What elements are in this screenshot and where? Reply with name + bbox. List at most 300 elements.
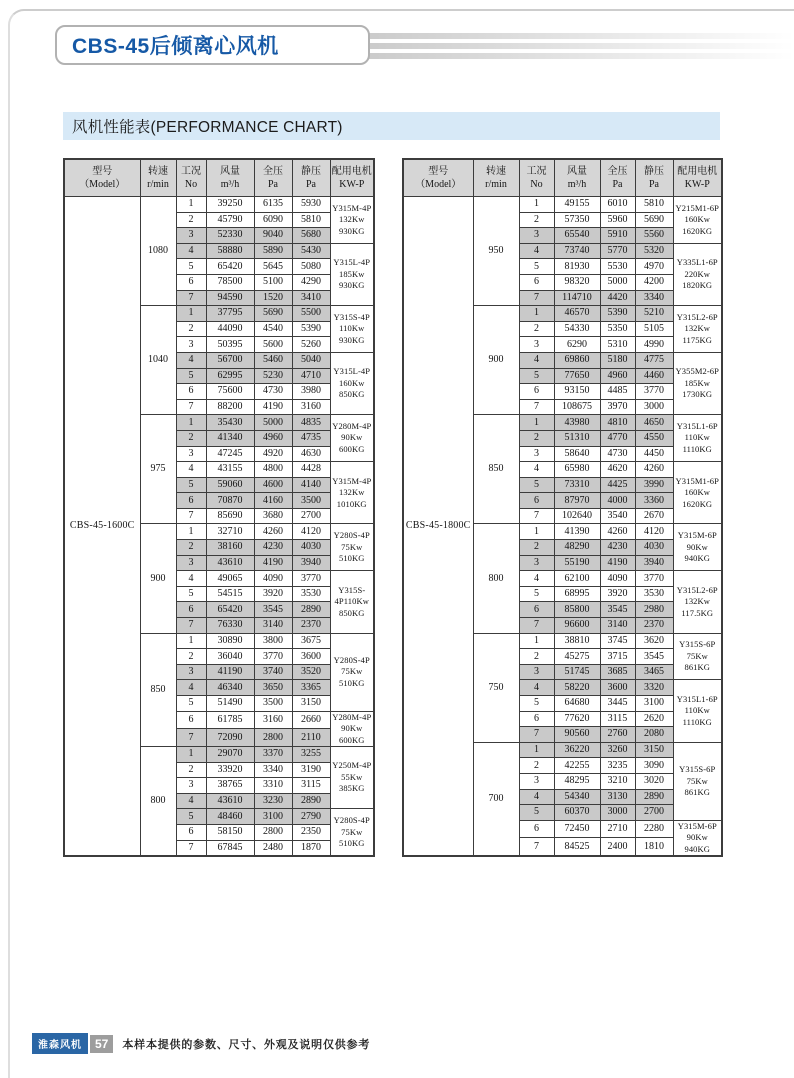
static-pressure-cell: 3365 [292, 680, 330, 696]
condition-no-cell: 1 [176, 633, 206, 649]
condition-no-cell: 3 [519, 228, 554, 244]
static-pressure-cell: 2890 [292, 793, 330, 809]
condition-no-cell: 1 [519, 633, 554, 649]
speed-cell: 950 [473, 197, 519, 306]
section-title: 风机性能表(PERFORMANCE CHART) [72, 119, 343, 136]
full-pressure-cell: 1520 [254, 290, 292, 306]
static-pressure-cell: 4030 [292, 540, 330, 556]
flow-cell: 90560 [554, 727, 600, 743]
full-pressure-cell: 4730 [600, 446, 635, 462]
motor-cell: Y215M1-6P 160Kw 1620KG [673, 197, 722, 244]
full-pressure-cell: 3130 [600, 789, 635, 805]
static-pressure-cell: 5430 [292, 243, 330, 259]
condition-no-cell: 5 [176, 368, 206, 384]
motor-cell: Y315L2-6P 132Kw 1175KG [673, 306, 722, 353]
flow-cell: 41390 [554, 524, 600, 540]
static-pressure-cell: 5040 [292, 352, 330, 368]
static-pressure-cell: 3530 [635, 586, 673, 602]
full-pressure-cell: 2800 [254, 824, 292, 840]
static-pressure-cell: 4260 [635, 462, 673, 478]
condition-no-cell: 2 [519, 430, 554, 446]
condition-no-cell: 4 [519, 462, 554, 478]
full-pressure-cell: 9040 [254, 228, 292, 244]
speed-cell: 900 [140, 524, 176, 633]
static-pressure-cell: 5105 [635, 321, 673, 337]
motor-cell: Y315L1-6P 110Kw 1110KG [673, 415, 722, 462]
static-pressure-cell: 3320 [635, 680, 673, 696]
full-pressure-cell: 3160 [254, 711, 292, 729]
static-pressure-cell: 2110 [292, 729, 330, 747]
condition-no-cell: 2 [176, 321, 206, 337]
condition-no-cell: 1 [176, 306, 206, 322]
performance-table [63, 158, 375, 857]
static-pressure-cell: 2890 [292, 602, 330, 618]
flow-cell: 54330 [554, 321, 600, 337]
full-pressure-cell: 5910 [600, 228, 635, 244]
static-pressure-cell: 4775 [635, 352, 673, 368]
condition-no-cell: 1 [176, 415, 206, 431]
motor-cell: Y315L1-6P 110Kw 1110KG [673, 680, 722, 742]
flow-cell: 58640 [554, 446, 600, 462]
condition-no-cell: 3 [176, 664, 206, 680]
flow-cell: 32710 [206, 524, 254, 540]
motor-cell: Y355M2-6P 185Kw 1730KG [673, 352, 722, 414]
condition-no-cell: 1 [519, 197, 554, 213]
static-pressure-cell: 3340 [635, 290, 673, 306]
model-header: 型号 （Model） [403, 159, 473, 197]
static-pressure-cell: 3770 [292, 571, 330, 587]
condition-no-cell: 6 [519, 820, 554, 838]
flow-cell: 41340 [206, 430, 254, 446]
flow-cell: 35430 [206, 415, 254, 431]
condition-no-cell: 2 [176, 430, 206, 446]
condition-no-cell: 6 [176, 602, 206, 618]
flow-cell: 41190 [206, 664, 254, 680]
full-pressure-cell: 4090 [254, 571, 292, 587]
full-pressure-cell: 3340 [254, 762, 292, 778]
flow-cell: 45790 [206, 212, 254, 228]
full-pressure-cell: 4960 [254, 430, 292, 446]
full-pressure-cell: 5000 [600, 274, 635, 290]
full-pressure-cell: 4730 [254, 384, 292, 400]
flow-cell: 33920 [206, 762, 254, 778]
condition-no-cell: 5 [176, 696, 206, 712]
static-pressure-cell: 4200 [635, 274, 673, 290]
full-pressure-cell: 4960 [600, 368, 635, 384]
flow-cell: 85800 [554, 602, 600, 618]
full-pressure-cell: 3920 [600, 586, 635, 602]
condition-no-cell: 7 [519, 838, 554, 856]
page-footer [32, 1033, 370, 1054]
condition-no-cell: 3 [176, 778, 206, 794]
motor-cell: Y280S-4P 75Kw 510KG [330, 809, 374, 856]
flow-cell: 56700 [206, 352, 254, 368]
full-pressure-cell: 5350 [600, 321, 635, 337]
section-header-bar [63, 112, 720, 140]
flow-cell: 50395 [206, 337, 254, 353]
condition-no-cell: 3 [519, 773, 554, 789]
condition-no-cell: 3 [519, 555, 554, 571]
flow-cell: 52330 [206, 228, 254, 244]
full-pressure-cell: 3740 [254, 664, 292, 680]
flow-cell: 48460 [206, 809, 254, 825]
full-pressure-cell: 5460 [254, 352, 292, 368]
static-pressure-cell: 4120 [635, 524, 673, 540]
full-pressure-cell: 6135 [254, 197, 292, 213]
static-pressure-cell: 2280 [635, 820, 673, 838]
full-pressure-cell: 4485 [600, 384, 635, 400]
flow-cell: 58220 [554, 680, 600, 696]
motor-cell: Y315L2-6P 132Kw 117.5KG [673, 571, 722, 633]
motor-header: 配用电机 KW-P [330, 159, 374, 197]
condition-no-cell: 6 [176, 274, 206, 290]
static-pressure-cell: 3620 [635, 633, 673, 649]
static-pressure-cell: 4970 [635, 259, 673, 275]
footer-note: 本样本提供的参数、尺寸、外观及说明仅供参考 [122, 1038, 371, 1051]
full-pressure-header: 全压 Pa [600, 159, 635, 197]
static-pressure-cell: 3545 [635, 649, 673, 665]
static-pressure-cell: 5260 [292, 337, 330, 353]
flow-cell: 36040 [206, 649, 254, 665]
full-pressure-cell: 3230 [254, 793, 292, 809]
flow-cell: 43155 [206, 462, 254, 478]
flow-cell: 108675 [554, 399, 600, 415]
static-pressure-cell: 3100 [635, 696, 673, 712]
full-pressure-cell: 4260 [600, 524, 635, 540]
condition-no-cell: 5 [176, 259, 206, 275]
full-pressure-cell: 3545 [254, 602, 292, 618]
static-pressure-cell: 4835 [292, 415, 330, 431]
full-pressure-cell: 3140 [254, 618, 292, 634]
flow-cell: 72450 [554, 820, 600, 838]
static-pressure-cell: 3520 [292, 664, 330, 680]
full-pressure-cell: 5390 [600, 306, 635, 322]
full-pressure-cell: 5180 [600, 352, 635, 368]
condition-no-cell: 1 [176, 197, 206, 213]
full-pressure-cell: 4600 [254, 477, 292, 493]
full-pressure-cell: 4160 [254, 493, 292, 509]
static-pressure-cell: 2890 [635, 789, 673, 805]
condition-no-cell: 3 [176, 446, 206, 462]
flow-cell: 77650 [554, 368, 600, 384]
condition-no-cell: 3 [176, 228, 206, 244]
motor-header: 配用电机 KW-P [673, 159, 722, 197]
motor-cell: Y315M-6P 90Kw 940KG [673, 820, 722, 856]
full-pressure-cell: 2710 [600, 820, 635, 838]
condition-no-cell: 4 [519, 352, 554, 368]
condition-no-cell: 6 [519, 274, 554, 290]
no-header: 工况 No [519, 159, 554, 197]
motor-cell: Y315M-4P 132Kw 1010KG [330, 462, 374, 524]
static-pressure-header: 静压 Pa [635, 159, 673, 197]
static-pressure-cell: 2790 [292, 809, 330, 825]
model-header: 型号 （Model） [64, 159, 140, 197]
full-pressure-cell: 4000 [600, 493, 635, 509]
condition-no-cell: 2 [519, 649, 554, 665]
static-pressure-cell: 3000 [635, 399, 673, 415]
flow-cell: 58880 [206, 243, 254, 259]
static-pressure-cell: 5560 [635, 228, 673, 244]
static-pressure-cell: 3255 [292, 747, 330, 763]
static-pressure-cell: 2660 [292, 711, 330, 729]
static-pressure-cell: 4650 [635, 415, 673, 431]
flow-cell: 72090 [206, 729, 254, 747]
speed-header: 转速 r/min [473, 159, 519, 197]
condition-no-cell: 2 [519, 758, 554, 774]
condition-no-cell: 6 [519, 602, 554, 618]
motor-cell: Y315L-4P 185Kw 930KG [330, 243, 374, 305]
condition-no-cell: 2 [176, 540, 206, 556]
static-pressure-cell: 2670 [635, 508, 673, 524]
condition-no-cell: 1 [519, 415, 554, 431]
motor-cell: Y315M1-6P 160Kw 1620KG [673, 462, 722, 524]
static-pressure-cell: 1870 [292, 840, 330, 856]
flow-cell: 46570 [554, 306, 600, 322]
flow-cell: 39250 [206, 197, 254, 213]
full-pressure-cell: 5960 [600, 212, 635, 228]
speed-cell: 850 [140, 633, 176, 746]
speed-cell: 900 [473, 306, 519, 415]
speed-cell: 850 [473, 415, 519, 524]
full-pressure-cell: 4620 [600, 462, 635, 478]
static-pressure-header: 静压 Pa [292, 159, 330, 197]
full-pressure-cell: 3210 [600, 773, 635, 789]
condition-no-cell: 2 [519, 212, 554, 228]
flow-cell: 43980 [554, 415, 600, 431]
condition-no-cell: 2 [176, 212, 206, 228]
performance-table-right [402, 158, 721, 857]
full-pressure-cell: 4770 [600, 430, 635, 446]
flow-cell: 54515 [206, 586, 254, 602]
motor-cell: Y280S-4P 75Kw 510KG [330, 633, 374, 711]
static-pressure-cell: 3990 [635, 477, 673, 493]
full-pressure-cell: 2480 [254, 840, 292, 856]
flow-cell: 88200 [206, 399, 254, 415]
flow-cell: 67845 [206, 840, 254, 856]
condition-no-cell: 4 [176, 243, 206, 259]
condition-no-cell: 4 [176, 571, 206, 587]
flow-cell: 46340 [206, 680, 254, 696]
condition-no-cell: 1 [176, 747, 206, 763]
flow-cell: 76330 [206, 618, 254, 634]
static-pressure-cell: 3600 [292, 649, 330, 665]
flow-cell: 62100 [554, 571, 600, 587]
full-pressure-cell: 4920 [254, 446, 292, 462]
flow-cell: 43610 [206, 793, 254, 809]
full-pressure-cell: 3545 [600, 602, 635, 618]
static-pressure-cell: 3770 [635, 571, 673, 587]
static-pressure-cell: 1810 [635, 838, 673, 856]
footer-brand-badge: 淮森风机 [32, 1033, 88, 1054]
static-pressure-cell: 3090 [635, 758, 673, 774]
speed-cell: 700 [473, 742, 519, 856]
flow-cell: 77620 [554, 711, 600, 727]
condition-no-cell: 4 [176, 793, 206, 809]
full-pressure-cell: 4230 [600, 540, 635, 556]
motor-cell: Y315L-4P 160Kw 850KG [330, 352, 374, 414]
condition-no-cell: 7 [176, 729, 206, 747]
condition-no-cell: 5 [176, 477, 206, 493]
static-pressure-cell: 3980 [292, 384, 330, 400]
speed-cell: 800 [473, 524, 519, 633]
flow-cell: 6290 [554, 337, 600, 353]
flow-cell: 96600 [554, 618, 600, 634]
full-pressure-cell: 3600 [600, 680, 635, 696]
static-pressure-cell: 3150 [635, 742, 673, 758]
condition-no-cell: 7 [176, 618, 206, 634]
full-pressure-cell: 3715 [600, 649, 635, 665]
static-pressure-cell: 4120 [292, 524, 330, 540]
condition-no-cell: 4 [519, 680, 554, 696]
flow-cell: 42255 [554, 758, 600, 774]
static-pressure-cell: 5680 [292, 228, 330, 244]
static-pressure-cell: 3360 [635, 493, 673, 509]
flow-cell: 94590 [206, 290, 254, 306]
full-pressure-cell: 3800 [254, 633, 292, 649]
static-pressure-cell: 3530 [292, 586, 330, 602]
static-pressure-cell: 4428 [292, 462, 330, 478]
static-pressure-cell: 2700 [292, 508, 330, 524]
condition-no-cell: 7 [519, 290, 554, 306]
full-pressure-cell: 4425 [600, 477, 635, 493]
condition-no-cell: 7 [519, 618, 554, 634]
flow-cell: 84525 [554, 838, 600, 856]
static-pressure-cell: 3150 [292, 696, 330, 712]
static-pressure-cell: 2980 [635, 602, 673, 618]
static-pressure-cell: 4030 [635, 540, 673, 556]
speed-cell: 975 [140, 415, 176, 524]
speed-cell: 800 [140, 747, 176, 857]
flow-cell: 64680 [554, 696, 600, 712]
full-pressure-cell: 4190 [254, 555, 292, 571]
static-pressure-cell: 2370 [635, 618, 673, 634]
condition-no-cell: 1 [176, 524, 206, 540]
flow-cell: 93150 [554, 384, 600, 400]
full-pressure-cell: 4190 [600, 555, 635, 571]
flow-cell: 102640 [554, 508, 600, 524]
flow-cell: 65540 [554, 228, 600, 244]
condition-no-cell: 1 [519, 742, 554, 758]
static-pressure-cell: 5210 [635, 306, 673, 322]
full-pressure-cell: 3685 [600, 664, 635, 680]
full-pressure-cell: 5645 [254, 259, 292, 275]
flow-cell: 87970 [554, 493, 600, 509]
footer-page-number: 57 [90, 1035, 113, 1053]
flow-cell: 58150 [206, 824, 254, 840]
speed-cell: 1080 [140, 197, 176, 306]
condition-no-cell: 7 [519, 727, 554, 743]
condition-no-cell: 5 [519, 259, 554, 275]
full-pressure-cell: 3970 [600, 399, 635, 415]
static-pressure-cell: 4710 [292, 368, 330, 384]
condition-no-cell: 3 [176, 337, 206, 353]
static-pressure-cell: 3410 [292, 290, 330, 306]
full-pressure-cell: 6010 [600, 197, 635, 213]
flow-cell: 65420 [206, 602, 254, 618]
flow-cell: 65420 [206, 259, 254, 275]
condition-no-cell: 2 [519, 540, 554, 556]
full-pressure-cell: 4800 [254, 462, 292, 478]
full-pressure-cell: 4540 [254, 321, 292, 337]
motor-cell: Y315S-6P 75Kw 861KG [673, 742, 722, 820]
static-pressure-cell: 3115 [292, 778, 330, 794]
static-pressure-cell: 4140 [292, 477, 330, 493]
full-pressure-cell: 5310 [600, 337, 635, 353]
flow-cell: 73310 [554, 477, 600, 493]
static-pressure-cell: 3465 [635, 664, 673, 680]
motor-cell: Y315S-4P 110Kw 930KG [330, 306, 374, 353]
flow-cell: 61785 [206, 711, 254, 729]
full-pressure-cell: 5600 [254, 337, 292, 353]
motor-cell: Y315M-6P 90Kw 940KG [673, 524, 722, 571]
flow-cell: 47245 [206, 446, 254, 462]
condition-no-cell: 4 [519, 571, 554, 587]
full-pressure-cell: 2760 [600, 727, 635, 743]
condition-no-cell: 5 [519, 368, 554, 384]
flow-cell: 81930 [554, 259, 600, 275]
static-pressure-cell: 3160 [292, 399, 330, 415]
flow-cell: 37795 [206, 306, 254, 322]
flow-cell: 73740 [554, 243, 600, 259]
static-pressure-cell: 3675 [292, 633, 330, 649]
static-pressure-cell: 4290 [292, 274, 330, 290]
condition-no-cell: 4 [176, 352, 206, 368]
condition-no-cell: 5 [519, 586, 554, 602]
condition-no-cell: 6 [176, 711, 206, 729]
full-pressure-cell: 5530 [600, 259, 635, 275]
full-pressure-cell: 3500 [254, 696, 292, 712]
static-pressure-cell: 4990 [635, 337, 673, 353]
flow-cell: 45275 [554, 649, 600, 665]
static-pressure-cell: 4735 [292, 430, 330, 446]
flow-cell: 114710 [554, 290, 600, 306]
motor-cell: Y335L1-6P 220Kw 1820KG [673, 243, 722, 305]
speed-cell: 750 [473, 633, 519, 742]
full-pressure-cell: 6090 [254, 212, 292, 228]
static-pressure-cell: 5320 [635, 243, 673, 259]
full-pressure-cell: 5000 [254, 415, 292, 431]
flow-cell: 48290 [554, 540, 600, 556]
condition-no-cell: 1 [519, 524, 554, 540]
static-pressure-cell: 3940 [635, 555, 673, 571]
condition-no-cell: 4 [176, 462, 206, 478]
motor-cell: Y280M-4P 90Kw 600KG [330, 415, 374, 462]
static-pressure-cell: 5690 [635, 212, 673, 228]
static-pressure-cell: 2370 [292, 618, 330, 634]
condition-no-cell: 4 [519, 243, 554, 259]
static-pressure-cell: 5810 [635, 197, 673, 213]
condition-no-cell: 3 [176, 555, 206, 571]
motor-cell: Y250M-4P 55Kw 385KG [330, 747, 374, 809]
flow-cell: 38810 [554, 633, 600, 649]
static-pressure-cell: 5080 [292, 259, 330, 275]
page-title: CBS-45后倾离心风机 [72, 35, 279, 58]
flow-cell: 29070 [206, 747, 254, 763]
full-pressure-cell: 4810 [600, 415, 635, 431]
full-pressure-cell: 3920 [254, 586, 292, 602]
condition-no-cell: 6 [519, 384, 554, 400]
flow-cell: 78500 [206, 274, 254, 290]
condition-no-cell: 2 [176, 762, 206, 778]
flow-cell: 49065 [206, 571, 254, 587]
flow-cell: 98320 [554, 274, 600, 290]
full-pressure-cell: 3140 [600, 618, 635, 634]
flow-cell: 62995 [206, 368, 254, 384]
full-pressure-cell: 2800 [254, 729, 292, 747]
static-pressure-cell: 2700 [635, 805, 673, 821]
motor-cell: Y315S- 4P110Kw 850KG [330, 571, 374, 633]
condition-no-cell: 6 [176, 824, 206, 840]
